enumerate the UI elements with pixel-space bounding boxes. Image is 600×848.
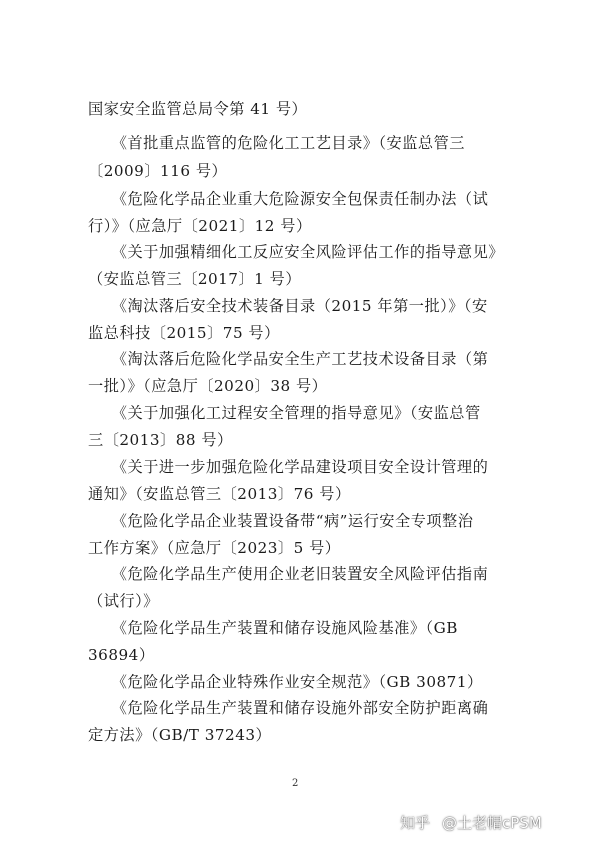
text-line: 《关于加强化工过程安全管理的指导意见》（安监总管 — [88, 404, 481, 422]
watermark-site: 知乎 — [400, 814, 431, 832]
text-line: 《危险化学品生产使用企业老旧装置安全风险评估指南 — [88, 565, 489, 583]
text-line: 《危险化学品生产装置和储存设施风险基准》（GB — [88, 619, 458, 637]
text-line: 《危险化学品企业重大危险源安全包保责任制办法（试 — [88, 190, 489, 208]
text-line: 《淘汰落后危险化学品安全生产工艺技术设备目录（第 — [88, 350, 489, 368]
text-line: 《淘汰落后安全技术装备目录（2015 年第一批）》（安 — [88, 297, 488, 315]
text-line: 〔2009〕116 号） — [88, 162, 228, 180]
text-line: 监总科技〔2015〕75 号） — [88, 324, 280, 342]
text-line: 《危险化学品企业特殊作业安全规范》（GB 30871） — [88, 673, 483, 691]
text-line: 行）》（应急厅〔2021〕12 号） — [88, 217, 312, 235]
watermark-author: @土老帽cPSM — [442, 814, 542, 832]
text-line: 工作方案》（应急厅〔2023〕5 号） — [88, 539, 341, 557]
text-line: 定方法》（GB/T 37243） — [88, 726, 272, 744]
text-line: （试行）》 — [88, 592, 159, 610]
text-line: 三〔2013〕88 号） — [88, 431, 233, 449]
page-number: 2 — [292, 778, 299, 789]
text-line: （安监总管三〔2017〕1 号） — [88, 270, 302, 288]
text-line: 《危险化学品企业装置设备带“病”运行安全专项整治 — [88, 512, 474, 530]
watermark — [400, 812, 542, 833]
text-line: 《关于进一步加强危险化学品建设项目安全设计管理的 — [88, 458, 489, 476]
text-line: 一批）》（应急厅〔2020〕38 号） — [88, 377, 328, 395]
text-line: 《危险化学品生产装置和储存设施外部安全防护距离确 — [88, 699, 489, 717]
text-line: 《首批重点监管的危险化工工艺目录》（安监总管三 — [88, 134, 465, 152]
text-line: 国家安全监管总局令第 41 号） — [88, 100, 308, 118]
text-line: 通知》（安监总管三〔2013〕76 号） — [88, 485, 351, 503]
text-line: 《关于加强精细化工反应安全风险评估工作的指导意见》 — [88, 243, 504, 261]
text-line: 36894） — [88, 646, 155, 664]
